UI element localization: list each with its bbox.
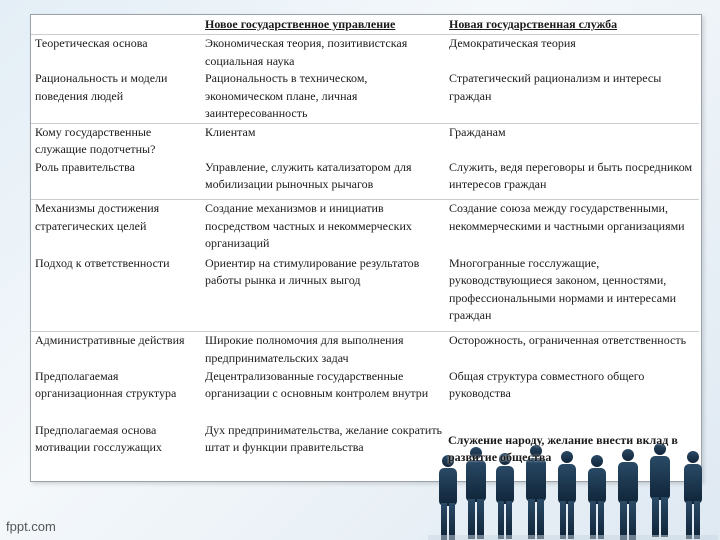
table-row — [31, 255, 699, 332]
footer-brand: fppt.com — [6, 519, 56, 534]
table-row — [31, 159, 699, 200]
person-silhouette — [439, 455, 457, 540]
table-row — [31, 368, 699, 422]
nps-cell: Служить, ведя переговоры и быть посредником интересов граждан — [445, 159, 699, 200]
row-label: Кому государственные служащие подотчетны? — [35, 124, 156, 156]
table-header-row — [31, 15, 699, 35]
row-label: Рациональность и модели поведения людей — [31, 70, 201, 123]
row-label: Теоретическая основа — [35, 36, 148, 50]
npm-cell: Управление, служить катализатором для мобилизации рыночных рычагов — [201, 159, 445, 200]
npm-cell: Децентрализованные государственные организации с основным контролем внутри — [205, 368, 429, 400]
npm-cell: Широкие полномочия для выполнения предпринимательских задач — [205, 333, 404, 365]
npm-cell: Создание механизмов и инициатив посредством частных и некоммерческих организаций — [205, 201, 412, 250]
header-cell-empty — [31, 15, 201, 35]
npm-cell: Клиентам — [205, 124, 256, 139]
row-label: Роль правительства — [31, 159, 201, 200]
header-new-public-service: Новая государственная служба — [445, 15, 699, 35]
row-label: Административные действия — [35, 333, 185, 347]
npm-cell: Экономическая теория, позитивистская социальная наука — [205, 36, 408, 68]
comparison-table — [31, 15, 699, 476]
npm-cell: Дух предпринимательства, желание сократить штат и функции правительства — [205, 422, 443, 454]
row-label: Механизмы достижения стратегических целей — [35, 201, 160, 233]
header-new-public-management: Новое государственное управление — [201, 15, 445, 35]
row-label: Предполагаемая организационная структура — [35, 368, 177, 400]
motivation-text-overlay: Служение народу, желание внести вклад в развитие общества — [448, 433, 678, 464]
nps-cell: Общая структура совместного общего руководства — [449, 368, 645, 400]
nps-cell: Многогранные госслужащие, руководствующиеся законом, ценностями, профессиональными нормами и интересами граждан — [445, 255, 699, 332]
npm-cell: Ориентир на стимулирование результатов работы рынка и личных выгод — [201, 255, 445, 332]
table-row — [31, 332, 699, 368]
nps-cell: Гражданам — [449, 124, 506, 139]
row-label: Предполагаемая основа мотивации госслужащих — [35, 422, 162, 454]
person-silhouette — [588, 455, 606, 539]
table-row — [31, 123, 699, 159]
table-frame — [30, 14, 702, 482]
npm-cell: Рациональность в техническом, экономическом плане, личная заинтересованность — [201, 70, 445, 123]
row-label: Подход к ответственности — [31, 255, 201, 332]
nps-cell: Стратегический рационализм и интересы граждан — [445, 70, 699, 123]
table-row — [31, 200, 699, 255]
table-row — [31, 70, 699, 123]
table-row — [31, 35, 699, 71]
nps-cell: Осторожность, ограниченная ответственность — [449, 333, 687, 347]
nps-cell: Демократическая теория — [449, 36, 576, 50]
nps-cell: Создание союза между государственными, некоммерческими и частными организациями — [449, 201, 685, 233]
